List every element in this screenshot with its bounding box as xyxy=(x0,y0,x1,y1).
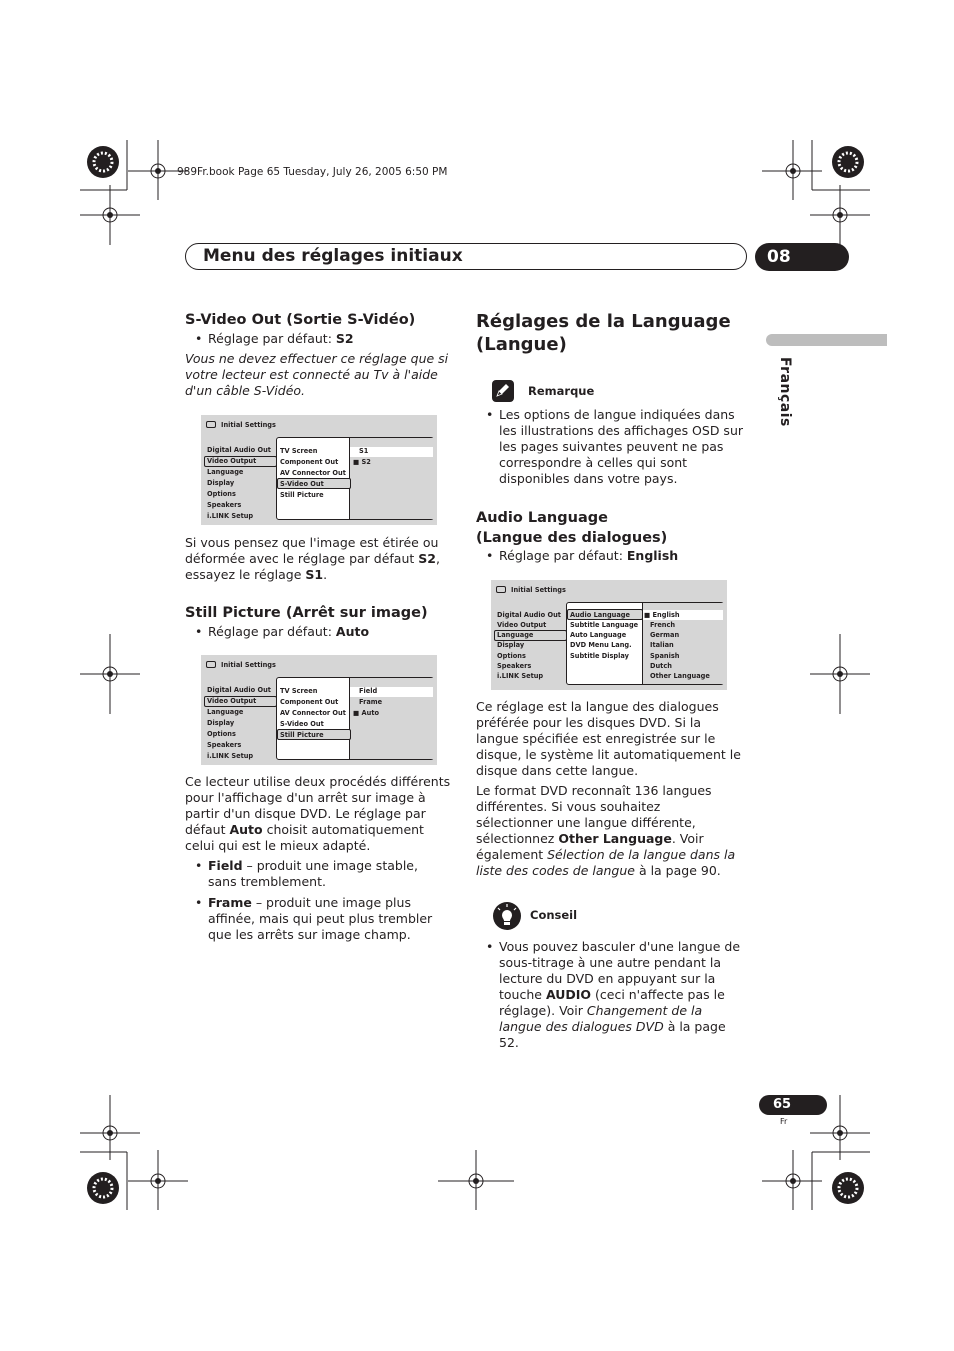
osd-menu-item: Language xyxy=(207,468,244,476)
osd-menu-item: Digital Audio Out xyxy=(497,611,561,619)
language-tab xyxy=(766,334,887,346)
osd-option: Italian xyxy=(650,641,674,649)
osd-option: Field xyxy=(359,687,378,695)
osd-menu-item: Options xyxy=(497,652,526,660)
still-body: Ce lecteur utilise deux procédés différents pour l'affichage d'un arrêt sur image à partir d'un disque DVD. Le réglage par défaut Auto choisit automatiquement celui qui est le mieux adapté. xyxy=(185,774,451,853)
remarque-label: Remarque xyxy=(528,384,595,398)
page-number: 65 xyxy=(759,1095,827,1115)
language-heading-line1: Réglages de la Language xyxy=(476,311,731,332)
osd-sub-item: Subtitle Language xyxy=(570,621,639,629)
osd-menu-item: i.LINK Setup xyxy=(207,512,254,520)
still-bullet-field: • Field – produit une image stable, sans tremblement. xyxy=(195,858,418,889)
osd-menu-item: Language xyxy=(497,631,534,639)
still-heading: Still Picture (Arrêt sur image) xyxy=(185,605,428,621)
audio-heading-line2: (Langue des dialogues) xyxy=(476,530,668,546)
page-language: Fr xyxy=(780,1117,788,1126)
osd-menu-item: Display xyxy=(207,719,235,727)
osd-option-current: ■ English xyxy=(644,611,680,619)
osd-menu-item: Digital Audio Out xyxy=(207,686,271,694)
svideo-heading: S-Video Out (Sortie S-Vidéo) xyxy=(185,312,416,328)
osd-option: S1 xyxy=(359,447,369,455)
osd-menu-item: Video Output xyxy=(497,621,547,629)
page-title: Menu des réglages initiaux xyxy=(203,246,463,266)
osd-menu-item: Speakers xyxy=(497,662,532,670)
osd-still-picture xyxy=(201,655,437,765)
still-bullet-frame: • Frame – produit une image plus affinée, mais qui peut plus trembler que les arrêts sur image champ. xyxy=(195,895,433,942)
osd-option-current: ■ S2 xyxy=(353,458,371,466)
osd-menu-item: Speakers xyxy=(207,501,242,509)
osd-menu-item: Display xyxy=(207,479,235,487)
language-heading-line2: (Langue) xyxy=(476,334,567,355)
osd-menu-item: Speakers xyxy=(207,741,242,749)
osd-sub-item: Still Picture xyxy=(280,491,324,499)
osd-sub-item: Auto Language xyxy=(570,631,627,639)
language-tab-label: Français xyxy=(777,357,793,427)
osd-title: Initial Settings xyxy=(221,661,276,669)
osd-sub-item: Still Picture xyxy=(280,731,324,739)
audio-default: • Réglage par défaut: English xyxy=(486,548,679,563)
remarque-text: • Les options de langue indiquées dans les illustrations des affichages OSD sur les pages suivantes peuvent ne pas correspondre à celles qui sont disponibles dans votre pays. xyxy=(486,407,744,486)
osd-title: Initial Settings xyxy=(511,586,566,594)
osd-menu-item: Options xyxy=(207,490,236,498)
osd-menu-item: i.LINK Setup xyxy=(497,672,544,680)
osd-menu-item: Language xyxy=(207,708,244,716)
pencil-note-icon xyxy=(492,380,514,402)
osd-sub-item: DVD Menu Lang. xyxy=(570,641,632,649)
audio-body-2: Le format DVD reconnaît 136 langues différentes. Si vous souhaitez sélectionner une langue différente, sélectionnez Other Language. Voir également Sélection de la langue dans la liste des codes de langue à la page 90. xyxy=(476,783,736,878)
osd-option: Dutch xyxy=(650,662,672,670)
osd-sub-item: S-Video Out xyxy=(280,480,324,488)
osd-menu-item: Display xyxy=(497,641,525,649)
tv-icon xyxy=(206,661,216,668)
osd-option: German xyxy=(650,631,680,639)
osd-sub-item: Subtitle Display xyxy=(570,652,629,660)
osd-sub-item: AV Connector Out xyxy=(280,469,346,477)
osd-sub-item: AV Connector Out xyxy=(280,709,346,717)
osd-menu-item: Digital Audio Out xyxy=(207,446,271,454)
osd-menu-item: i.LINK Setup xyxy=(207,752,254,760)
audio-body-1: Ce réglage est la langue des dialogues préférée pour les disques DVD. Si la langue spécifiée est enregistrée sur le disque, le système lit automatiquement le disque dans cette langue. xyxy=(476,699,741,778)
osd-sub-item: Component Out xyxy=(280,698,339,706)
osd-sub-item: Audio Language xyxy=(570,611,631,619)
tv-icon xyxy=(496,586,506,593)
lightbulb-tip-icon xyxy=(492,901,522,931)
osd-option: Spanish xyxy=(650,652,680,660)
osd-sub-item: Component Out xyxy=(280,458,339,466)
osd-sub-item: TV Screen xyxy=(280,687,318,695)
osd-svideo xyxy=(201,415,437,525)
tv-icon xyxy=(206,421,216,428)
osd-option: French xyxy=(650,621,676,629)
osd-menu-item: Video Output xyxy=(207,457,257,465)
svideo-tip: Si vous pensez que l'image est étirée ou déformée avec le réglage par défaut S2, essayez le réglage S1. xyxy=(185,535,440,582)
still-default: • Réglage par défaut: Auto xyxy=(195,624,370,639)
osd-sub-item: S-Video Out xyxy=(280,720,324,728)
osd-sub-item: TV Screen xyxy=(280,447,318,455)
osd-menu-item: Options xyxy=(207,730,236,738)
osd-audio-language xyxy=(491,580,727,690)
print-info: 989Fr.book Page 65 Tuesday, July 26, 2005 6:50 PM xyxy=(177,166,448,178)
osd-option: Frame xyxy=(359,698,383,706)
osd-option-current: ■ Auto xyxy=(353,709,380,717)
chapter-badge: 08 xyxy=(755,243,849,271)
svideo-note: Vous ne devez effectuer ce réglage que si votre lecteur est connecté au Tv à l'aide d'un câble S-Vidéo. xyxy=(185,351,449,398)
conseil-label: Conseil xyxy=(530,908,578,922)
audio-heading-line1: Audio Language xyxy=(476,510,608,526)
osd-title: Initial Settings xyxy=(221,421,276,429)
osd-option: Other Language xyxy=(650,672,710,680)
svideo-default: • Réglage par défaut: S2 xyxy=(195,331,354,346)
conseil-text: • Vous pouvez basculer d'une langue de sous-titrage à une autre pendant la lecture du DVD en appuyant sur la touche AUDIO (ceci n'affecte pas le réglage). Voir Changement de la langue des dialogues DVD à la page 52. xyxy=(486,939,741,1050)
osd-menu-item: Video Output xyxy=(207,697,257,705)
